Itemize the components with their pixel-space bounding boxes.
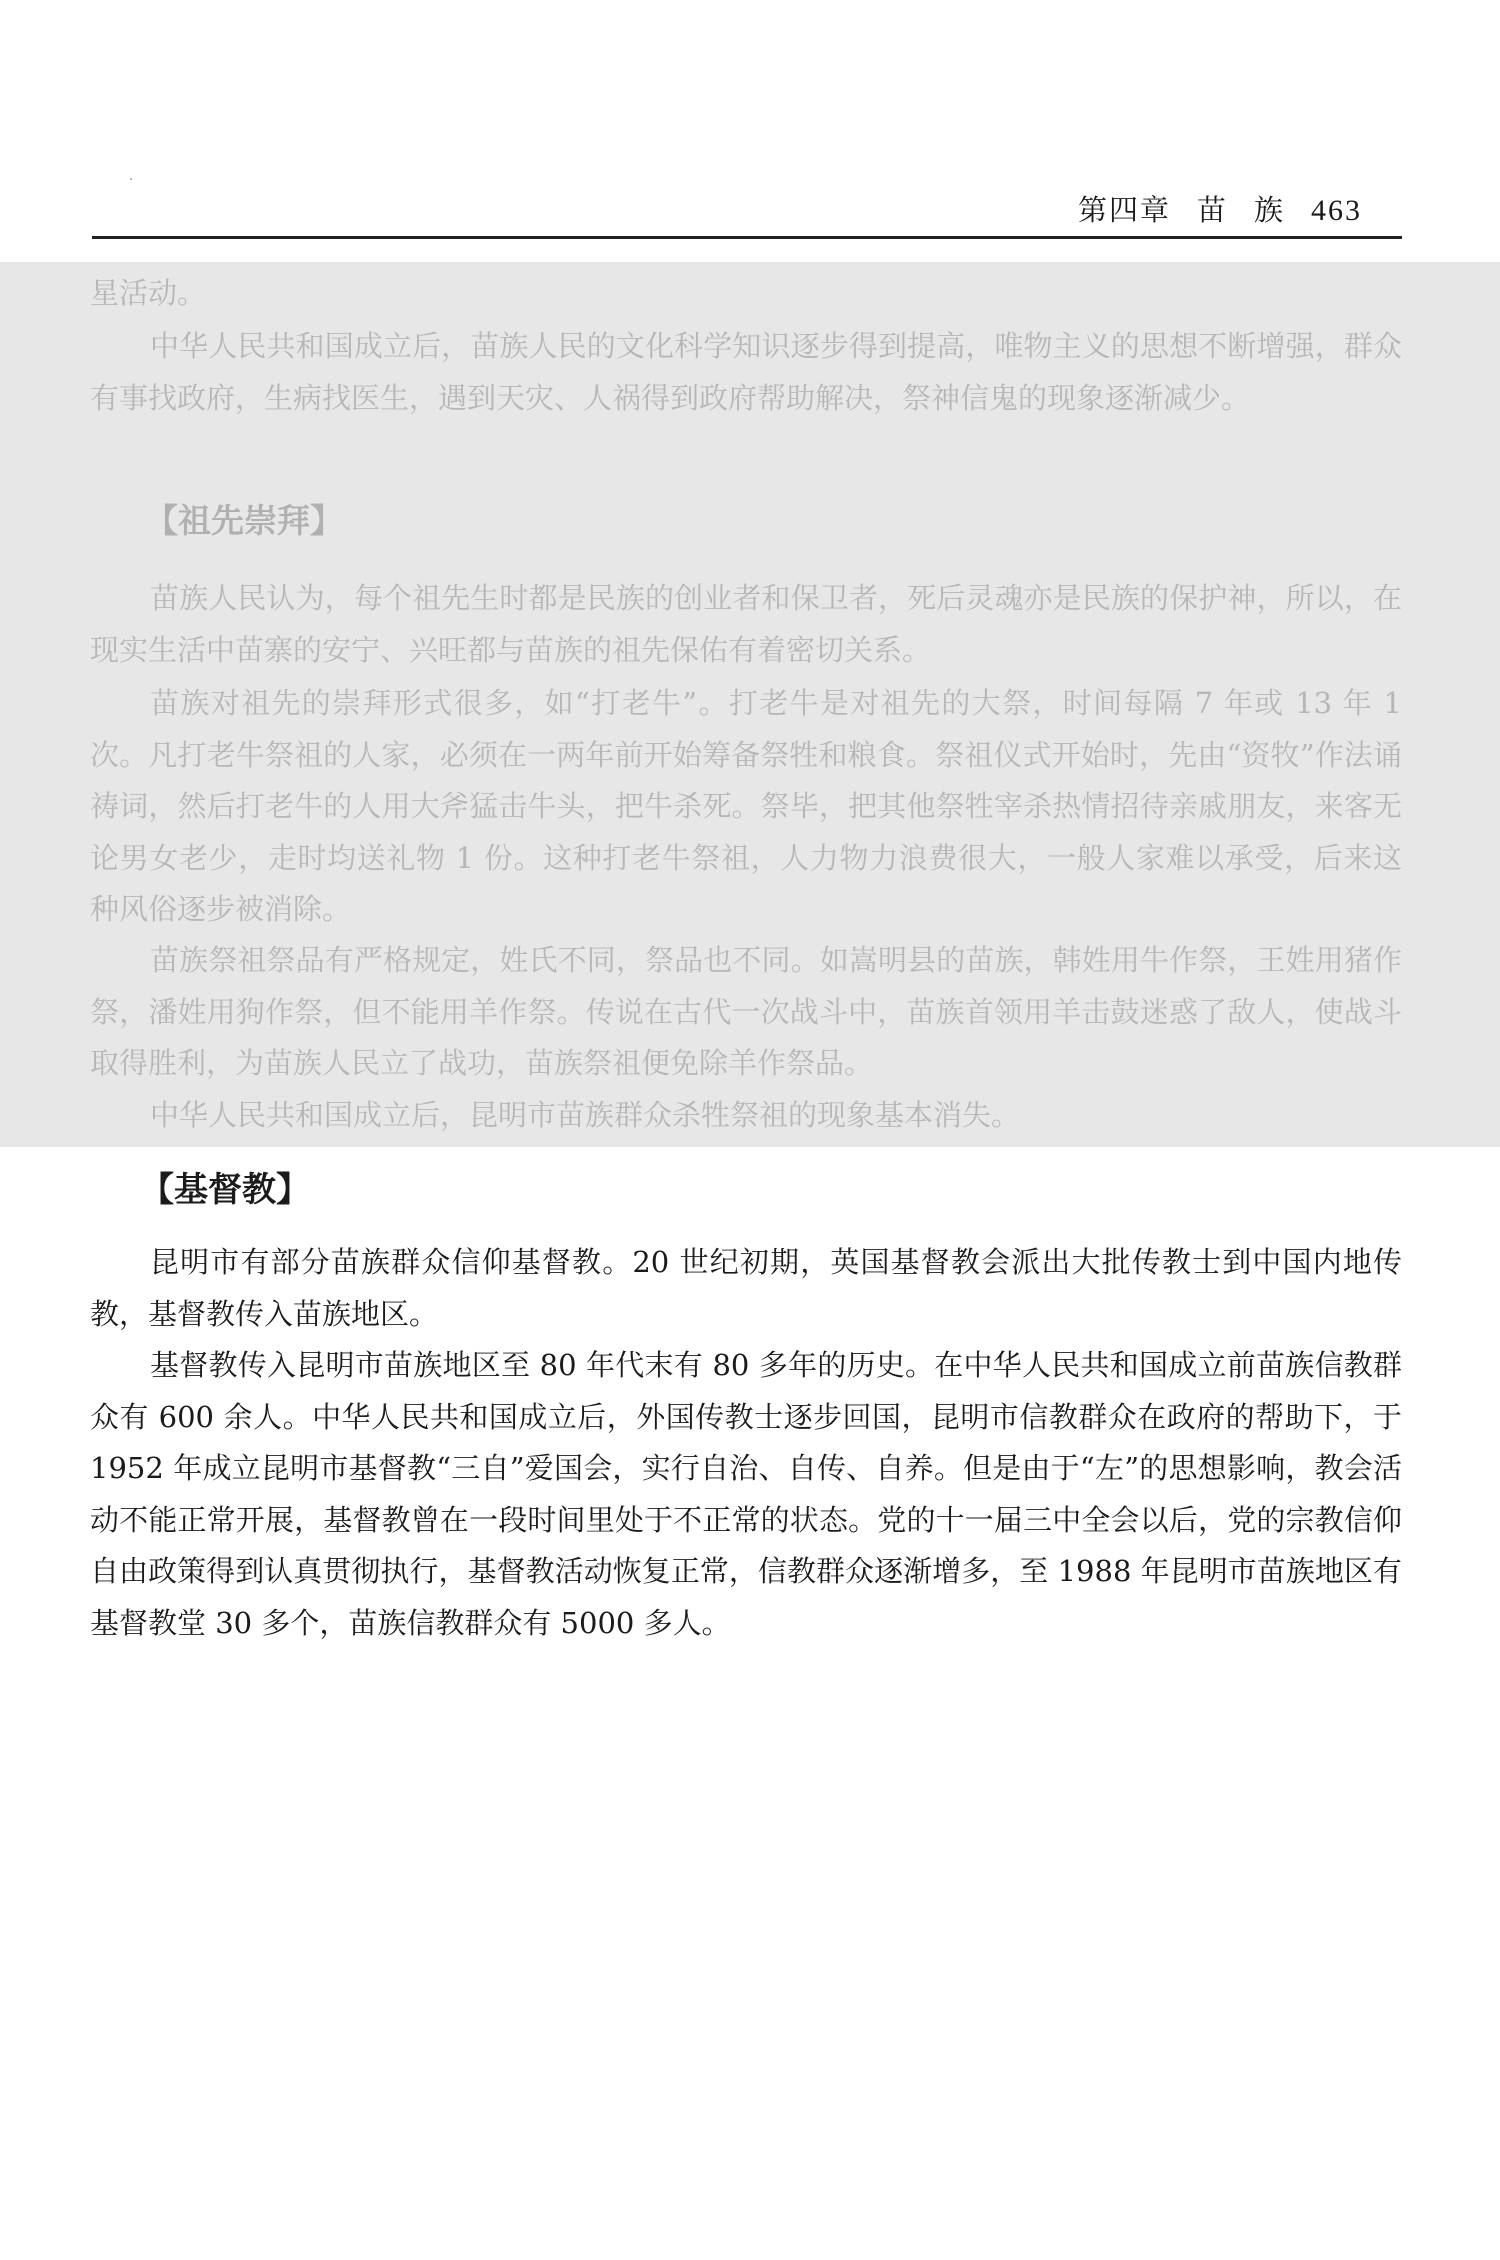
faded-paragraph-1: 中华人民共和国成立后，苗族人民的文化科学知识逐步得到提高，唯物主义的思想不断增强，群众有事找政府，生病找医生，遇到天灾、人祸得到政府帮助解决，祭神信鬼的现象逐渐减少。	[90, 329, 1402, 415]
running-header	[92, 186, 1402, 239]
paragraph-1: 昆明市有部分苗族群众信仰基督教。20 世纪初期，英国基督教会派出大批传教士到中国内地传教，基督教传入苗族地区。	[90, 1245, 1402, 1331]
scan-speck	[130, 178, 132, 180]
heading-christianity: 【基督教】	[140, 1170, 310, 1210]
faded-paragraph-2: 苗族人民认为，每个祖先生时都是民族的创业者和保卫者，死后灵魂亦是民族的保护神，所以，在现实生活中苗寨的安宁、兴旺都与苗族的祖先保佑有着密切关系。	[90, 581, 1402, 667]
faded-paragraph-5: 中华人民共和国成立后，昆明市苗族群众杀牲祭祖的现象基本消失。	[150, 1098, 1021, 1132]
faded-paragraph-4: 苗族祭祖祭品有严格规定，姓氏不同，祭品也不同。如嵩明县的苗族，韩姓用牛作祭，王姓用猪作祭，潘姓用狗作祭，但不能用羊作祭。传说在古代一次战斗中，苗族首领用羊击鼓迷惑了敌人，使战斗取得胜利，为苗族人民立了战功，苗族祭祖便免除羊作祭品。	[90, 943, 1402, 1080]
section-title-b: 族	[1253, 193, 1285, 227]
continuation-text: 星活动。	[90, 276, 207, 310]
header-text	[1078, 188, 1362, 229]
page-number: 463	[1311, 194, 1362, 227]
paragraph-2: 基督教传入昆明市苗族地区至 80 年代末有 80 多年的历史。在中华人民共和国成立前苗族信教群众有 600 余人。中华人民共和国成立后，外国传教士逐步回国，昆明市信教群众在政府的帮助下，于 1952 年成立昆明市基督教“三自”爱国会，实行自治、自传、自养。但是由于“左”的思想影响，教会活动不能正常开展，基督教曾在一段时间里处于不正常的状态。党的十一届三中全会以后，党的宗教信仰自由政策得到认真贯彻执行，基督教活动恢复正常，信教群众逐渐增多，至 1988 年昆明市苗族地区有基督教堂 30 多个，苗族信教群众有 5000 多人。	[90, 1348, 1402, 1640]
section-title-a: 苗	[1196, 193, 1228, 227]
heading-ancestor-worship: 【祖先崇拜】	[145, 501, 343, 540]
chapter-label: 第四章	[1077, 193, 1171, 227]
faded-paragraph-3: 苗族对祖先的崇拜形式很多，如“打老牛”。打老牛是对祖先的大祭，时间每隔 7 年或 13 年 1 次。凡打老牛祭祖的人家，必须在一两年前开始筹备祭牲和粮食。祭祖仪式开始时，先由“资牧”作法诵祷词，然后打老牛的人用大斧猛击牛头，把牛杀死。祭毕，把其他祭牲宰杀热情招待亲戚朋友，来客无论男女老少，走时均送礼物 1 份。这种打老牛祭祖，人力物力浪费很大，一般人家难以承受，后来这种风俗逐步被消除。	[90, 686, 1402, 926]
